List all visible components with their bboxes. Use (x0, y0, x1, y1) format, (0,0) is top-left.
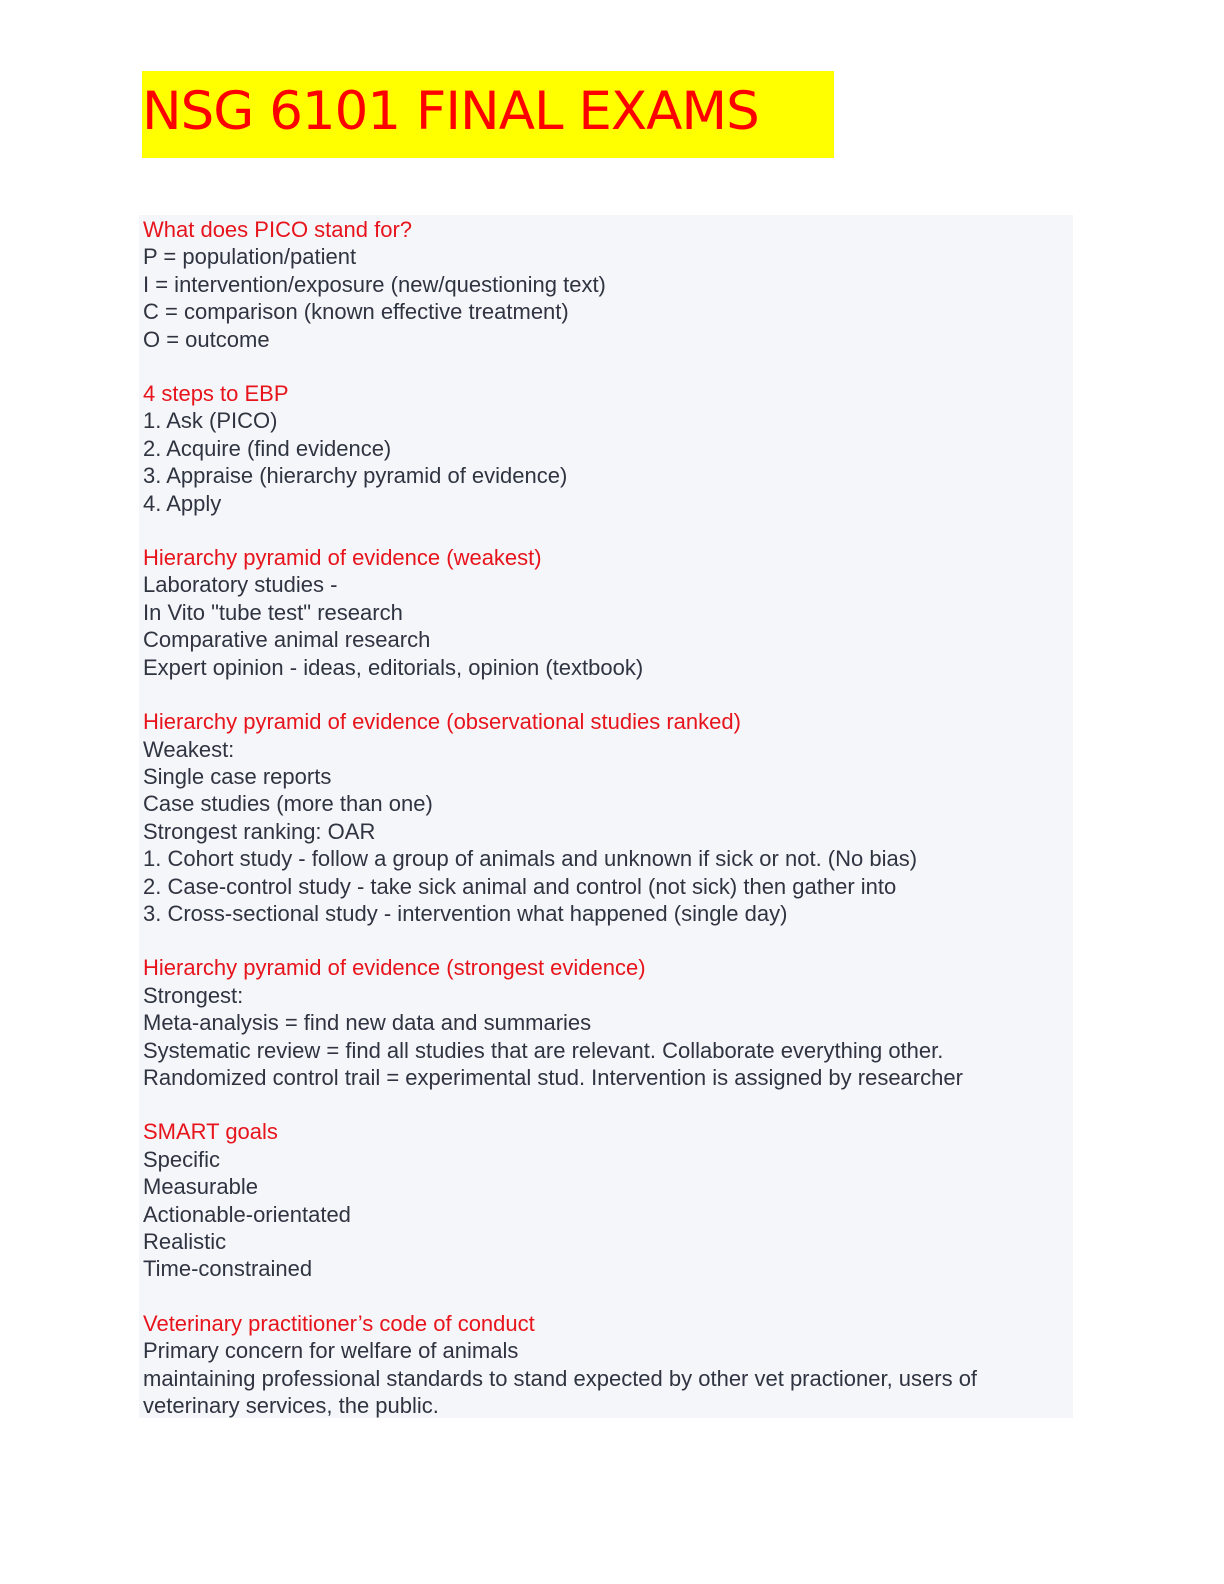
section-heading: What does PICO stand for? (143, 217, 413, 242)
section-pyramid-weakest (143, 544, 1073, 681)
section-ebp-steps (143, 380, 1073, 517)
section-line: Expert opinion - ideas, editorials, opinion (textbook) (143, 654, 644, 680)
section-line: Laboratory studies - (143, 572, 338, 598)
section-heading: Hierarchy pyramid of evidence (strongest evidence) (143, 955, 646, 981)
section-code-of-conduct (143, 1310, 1073, 1420)
section-line: O = outcome (143, 326, 270, 352)
section-line: 4. Apply (143, 490, 222, 516)
title-highlight (142, 71, 834, 158)
section-line: Strongest: (143, 982, 244, 1008)
section-pyramid-observational (143, 708, 1073, 927)
section-line: I = intervention/exposure (new/questioning text) (143, 271, 606, 297)
section-line: Primary concern for welfare of animals (143, 1338, 519, 1364)
notes-panel (139, 215, 1073, 1418)
section-line: 1. Cohort study - follow a group of animals and unknown if sick or not. (No bias) (143, 846, 918, 872)
section-line: C = comparison (known effective treatment) (143, 299, 569, 325)
section-line: 2. Acquire (find evidence) (143, 435, 392, 461)
section-line: P = population/patient (143, 244, 357, 270)
section-line: Meta-analysis = find new data and summaries (143, 1010, 592, 1036)
section-heading: Hierarchy pyramid of evidence (weakest) (143, 545, 542, 571)
section-line: Specific (143, 1146, 221, 1172)
section-line: Realistic (143, 1229, 227, 1254)
section-line: Actionable-orientated (143, 1201, 351, 1227)
section-line: Comparative animal research (143, 627, 431, 653)
section-line: Randomized control trail = experimental stud. Intervention is assigned by researcher (143, 1064, 963, 1090)
section-line: Strongest ranking: OAR (143, 818, 376, 844)
section-line: Systematic review = find all studies that are relevant. Collaborate everything other. (143, 1037, 944, 1063)
section-heading: Hierarchy pyramid of evidence (observational studies ranked) (143, 709, 741, 735)
section-line: Case studies (more than one) (143, 791, 433, 817)
section-line: In Vito "tube test" research (143, 599, 403, 625)
section-heading: SMART goals (143, 1119, 278, 1145)
page-title: NSG 6101 FINAL EXAMS (142, 81, 759, 142)
section-line: Measurable (143, 1174, 258, 1200)
section-pyramid-strongest (143, 954, 1073, 1091)
section-line: 3. Cross-sectional study - intervention what happened (single day) (143, 900, 788, 926)
section-pico (143, 216, 1073, 353)
section-line: Single case reports (143, 763, 332, 789)
section-line: 1. Ask (PICO) (143, 408, 278, 434)
section-line: maintaining professional standards to stand expected by other vet practioner, users of veterinary services, the public. (143, 1365, 978, 1419)
section-line: Time-constrained (143, 1256, 313, 1282)
section-line: 2. Case-control study - take sick animal and control (not sick) then gather into (143, 873, 897, 899)
section-heading: Veterinary practitioner’s code of conduct (143, 1310, 535, 1336)
section-line: 3. Appraise (hierarchy pyramid of evidence) (143, 463, 568, 489)
section-smart-goals (143, 1118, 1073, 1282)
section-line: Weakest: (143, 736, 235, 762)
section-heading: 4 steps to EBP (143, 381, 289, 407)
